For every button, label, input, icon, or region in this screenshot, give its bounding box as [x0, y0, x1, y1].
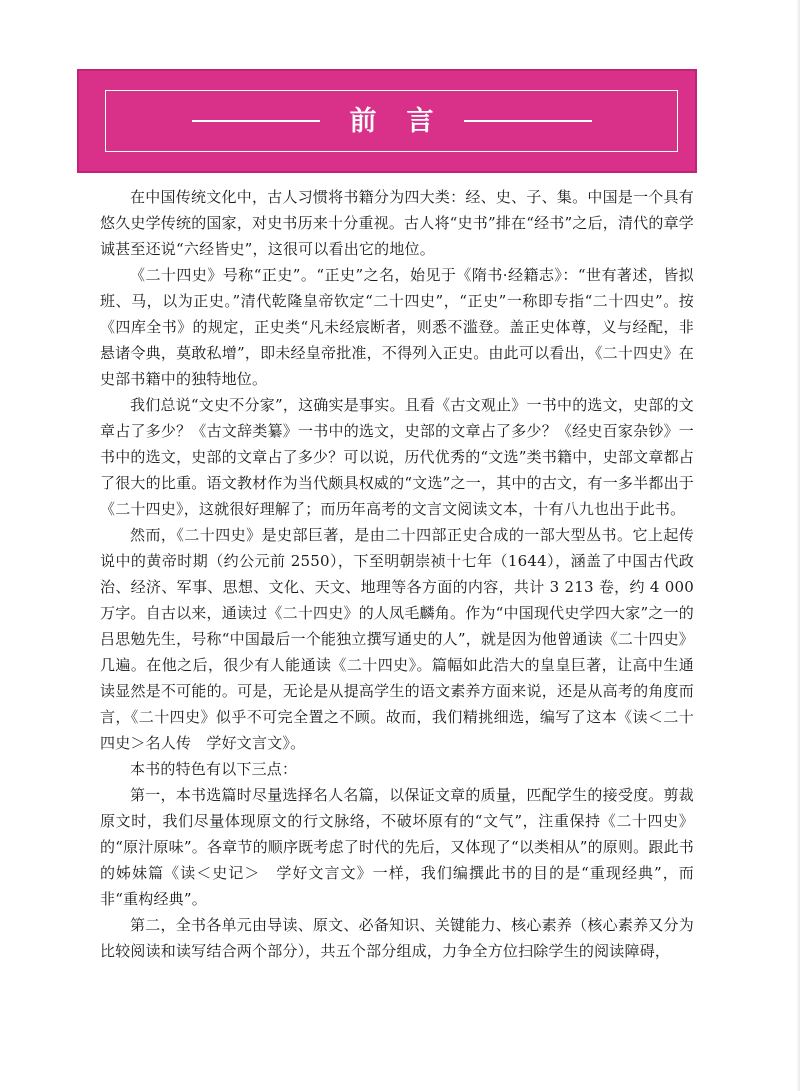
title-frame	[105, 90, 678, 152]
paragraph-3: 我们总说“文史不分家”，这确实是事实。且看《古文观止》一书中的选文，史部的文章占了多少？《古文辞类纂》一书中的选文，史部的文章占了多少？《经史百家杂钞》一书中的选文，史部的文章占了多少？可以说，历代优秀的“文选”类书籍中，史部文章都占了很大的比重。语文教材作为当代颇具权威的“文选”之一，其中的古文，有一多半都出于《二十四史》，这就很好理解了；而历年高考的文言文阅读文本，十有八九也出于此书。	[100, 396, 694, 518]
paragraph-6: 第一，本书选篇时尽量选择名人名篇，以保证文章的质量，匹配学生的接受度。剪裁原文时，我们尽量体现原文的行文脉络，不破坏原有的“文气”，注重保持《二十四史》的“原汁原味”。各章节的顺序既考虑了时代的先后，又体现了“以类相从”的原则。跟此书的姊妹篇《读＜史记＞ 学好文言文》一样，我们编撰此书的目的是“重现经典”，而非“重构经典”。	[100, 786, 694, 908]
title-rule-left	[192, 120, 320, 122]
paragraph-5: 本书的特色有以下三点：	[130, 760, 298, 778]
page-title: 前言	[349, 105, 464, 137]
title-rule-right	[464, 120, 592, 122]
title-banner	[77, 69, 697, 173]
paragraph-2: 《二十四史》号称“正史”。“正史”之名，始见于《隋书·经籍志》：“世有著述，皆拟班、马，以为正史。”清代乾隆皇帝钦定“二十四史”，“正史”一称即专指“二十四史”。按《四库全书》的规定，正史类“凡未经宸断者，则悉不滥登。盖正史体尊，义与经配，非悬诸令典，莫敢私增”，即未经皇帝批准，不得列入正史。由此可以看出，《二十四史》在史部书籍中的独特地位。	[100, 266, 694, 388]
preface-body	[100, 184, 694, 964]
paragraph-1: 在中国传统文化中，古人习惯将书籍分为四大类：经、史、子、集。中国是一个具有悠久史学传统的国家，对史书历来十分重视。古人将“史书”排在“经书”之后，清代的章学诚甚至还说“六经皆史”，这很可以看出它的地位。	[100, 188, 694, 258]
paragraph-4: 然而，《二十四史》是史部巨著，是由二十四部正史合成的一部大型丛书。它上起传说中的黄帝时期（约公元前 2550），下至明朝崇祯十七年（1644），涵盖了中国古代政治、经济、军事、思想、文化、天文、地理等各方面的内容，共计 3 213 卷，约 4 000 万字。自古以来，通读过《二十四史》的人凤毛麟角。作为“中国现代史学四大家”之一的吕思勉先生，号称“中国最后一个能独立撰写通史的人”，就是因为他曾通读《二十四史》几遍。在他之后，很少有人能通读《二十四史》。篇幅如此浩大的皇皇巨著，让高中生通读显然是不可能的。可是，无论是从提高学生的语文素养方面来说，还是从高考的角度而言，《二十四史》似乎不可完全置之不顾。故而，我们精挑细选，编写了这本《读＜二十四史＞名人传 学好文言文》。	[100, 526, 694, 752]
paragraph-7: 第二，全书各单元由导读、原文、必备知识、关键能力、核心素养（核心素养又分为比较阅读和读写结合两个部分），共五个部分组成，力争全方位扫除学生的阅读障碍，	[100, 916, 694, 960]
page-edge-shadow	[796, 0, 800, 1091]
